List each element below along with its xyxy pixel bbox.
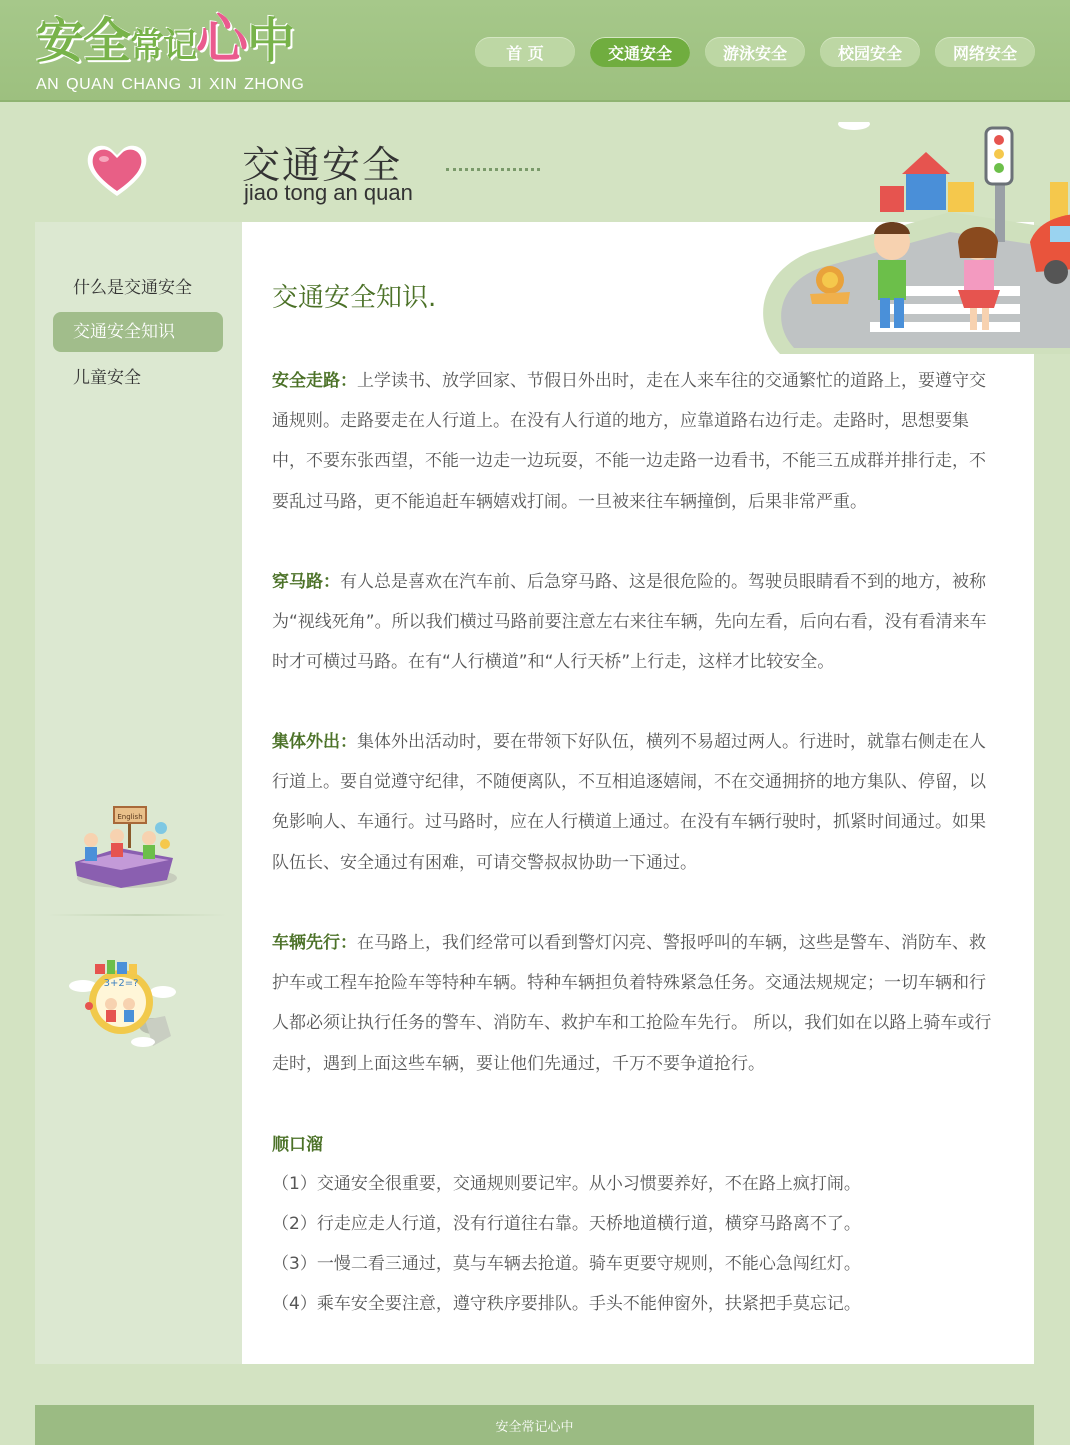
sidebar-item-traffic-safety-knowledge[interactable]: 交通安全知识 [53,312,223,352]
paragraph-text: 有人总是喜欢在汽车前、后急穿马路、这是很危险的。驾驶员眼睛看不到的地方，被称为“视线死角”。所以我们横过马路前要注意左右来往车辆，先向左看，后向右看，没有看清来车时才可横过马路。在有“人行横道”和“人行天桥”上行走，这样才比较安全。 [272,572,987,673]
paragraph-group-outing [272,722,1002,883]
paragraph-heading: 穿马路： [272,572,340,592]
sidebar-item-what-is-traffic-safety[interactable]: 什么是交通安全 [73,278,192,298]
heart-icon [84,140,150,200]
paragraph-text: 集体外出活动时，要在带领下好队伍，横列不易超过两人。行进时，就靠右侧走在人行道上。要自觉遵守纪律，不随便离队，不互相追逐嬉闹，不在交通拥挤的地方集队、停留，以免影响人、车通行。过马路时，应在人行横道上通过。在没有车辆行驶时，抓紧时间通过。如果队伍长、安全通过有困难，可请交警叔叔协助一下通过。 [272,732,986,873]
paragraph-heading: 安全走路： [272,371,357,391]
logo-title-part: 记 [163,26,197,66]
rhyme-line: （1）交通安全很重要，交通规则要记牢。从小习惯要养好，不在路上疯打闹。 [272,1174,861,1194]
logo-title [36,12,304,74]
section-subtitle: jiao tong an quan [244,180,413,205]
main-nav [475,37,1035,67]
sidebar-item-child-safety[interactable]: 儿童安全 [73,368,141,388]
nav-item-home[interactable]: 首 页 [475,37,575,67]
logo-title-part: 心 [196,10,248,70]
paragraph-vehicles-first [272,923,1002,1084]
nav-item-traffic-safety[interactable]: 交通安全 [590,37,690,67]
site-logo[interactable] [36,12,304,94]
content-title: 交通安全知识. [272,283,437,313]
rhyme-line: （4）乘车安全要注意，遵守秩序要排队。手头不能伸窗外，扶紧把手莫忘记。 [272,1294,861,1314]
main-area [35,222,1034,1364]
logo-title-part: 中 [247,13,295,69]
kids-reading-illustration [69,798,181,892]
nav-item-swimming-safety[interactable]: 游泳安全 [705,37,805,67]
kids-crossing-illustration [750,122,1070,354]
rhyme-line: （3）一慢二看三通过，莫与车辆去抢道。骑车更要守规则，不能心急闯红灯。 [272,1254,861,1274]
sidebar [35,222,242,1364]
site-footer [35,1405,1034,1445]
dotted-divider [446,168,540,171]
section-title: 交通安全 [242,143,403,187]
sidebar-divider [47,914,227,916]
logo-subtitle: AN QUAN CHANG JI XIN ZHONG [36,76,305,93]
paragraph-crossing-road [272,562,1002,683]
paragraph-text: 在马路上，我们经常可以看到警灯闪亮、警报呼叫的车辆，这些是警车、消防车、救护车或工程车抢险车等特种车辆。特种车辆担负着特殊紧急任务。交通法规规定；一切车辆和行人都必须让执行任务的警车、消防车、救护车和工抢险车先行。 所以，我们如在以路上骑车或行走时，遇到上面这些车辆，要让他们先通过，千万不要争道抢行。 [272,933,992,1074]
paragraph-text: 上学读书、放学回家、节假日外出时，走在人来车往的交通繁忙的道路上，要遵守交通规则。走路要走在人行道上。在没有人行道的地方，应靠道路右边行走。走路时，思想要集中，不要东张西望，不能一边走一边玩耍，不能一边走路一边看书，不能三五成群并排行走，不要乱过马路，更不能追赶车辆嬉戏打闹。一旦被来往车辆撞倒，后果非常严重。 [272,371,986,512]
nav-item-network-safety[interactable]: 网络安全 [935,37,1035,67]
rhyme-line: （2）行走应走人行道，没有行道往右靠。天桥地道横行道，横穿马路离不了。 [272,1214,861,1234]
clock-illustration [67,956,179,1056]
clock-text: 3+2=? [103,978,139,989]
paragraph-heading: 车辆先行： [272,933,357,953]
sign-text: English [117,813,143,821]
content-panel [242,222,1034,1364]
logo-title-part: 常 [130,26,164,66]
nav-item-campus-safety[interactable]: 校园安全 [820,37,920,67]
site-header [0,0,1070,102]
paragraph-safe-walking [272,361,1002,522]
paragraph-heading: 集体外出： [272,732,357,752]
rhyme-title: 顺口溜 [272,1135,323,1155]
footer-text: 安全常记心中 [495,1419,574,1435]
logo-title-part: 安全 [36,13,131,69]
